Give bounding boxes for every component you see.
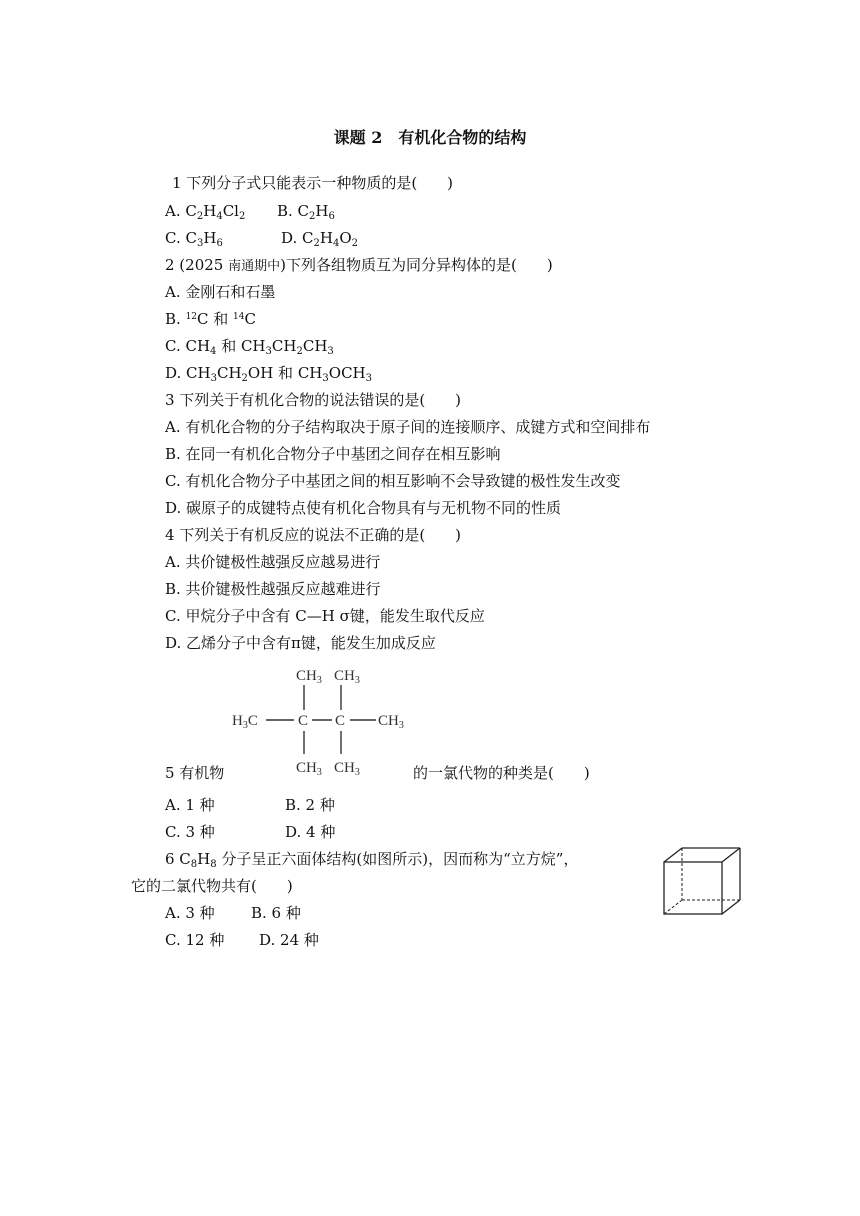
q4-option-d: D. 乙烯分子中含有π键，能发生加成反应 xyxy=(165,634,436,652)
q3-option-c: C. 有机化合物分子中基团之间的相互影响不会导致键的极性发生改变 xyxy=(165,472,621,490)
q6-option-a: A. 3 种 xyxy=(165,904,215,922)
structure-carbon-right: C xyxy=(335,713,346,729)
page-title: 课题 2 有机化合物的结构 xyxy=(333,128,527,147)
q2-option-d: D. $CH_3CH_2OH$ 和 $CH_3OCH_3$ xyxy=(165,364,372,384)
q4-option-b: B. 共价键极性越强反应越难进行 xyxy=(165,580,381,598)
cubane-cube-figure xyxy=(660,846,742,918)
q5-stem-suffix: 的一氯代物的种类是( ) xyxy=(413,764,590,782)
q6-stem-line2: 它的二氯代物共有( ) xyxy=(131,877,293,895)
structure-ch3-top-right: $CH_3$ xyxy=(334,668,360,686)
q6-option-d: D. 24 种 xyxy=(259,931,319,949)
structure-carbon-left: C xyxy=(298,713,309,729)
structure-ch3-top-left: $CH_3$ xyxy=(296,668,322,686)
q4-option-a: A. 共价键极性越强反应越易进行 xyxy=(165,553,381,571)
q1-option-d: D. $C_2H_4O_2$ xyxy=(281,229,359,249)
cube-hidden-edge-diagonal xyxy=(664,900,682,914)
cube-front-face xyxy=(664,862,722,914)
q2-option-b: B. $^{12}$C 和 $^{14}$C xyxy=(165,310,256,328)
q2-option-a: A. 金刚石和石墨 xyxy=(165,283,276,301)
q2-source: 南通期中 xyxy=(228,259,281,274)
structure-ch3-bottom-right: $CH_3$ xyxy=(334,760,360,778)
q2-stem xyxy=(165,255,553,277)
cube-edge-top-left xyxy=(664,848,682,862)
tetramethylbutane-structure xyxy=(228,658,418,778)
q2-stem-prefix: 2 (2025 xyxy=(165,256,229,274)
structure-ch3-bottom-left: $CH_3$ xyxy=(296,760,322,778)
structure-h3c-left: $H_3C$ xyxy=(232,713,258,731)
q5-option-d: D. 4 种 xyxy=(285,823,336,841)
q3-stem: 3 下列关于有机化合物的说法错误的是( ) xyxy=(165,391,462,409)
q2-option-c: C. $CH_4$ 和 $CH_3CH_2CH_3$ xyxy=(165,337,334,357)
q1-option-c: C. $C_3H_6$ xyxy=(165,229,223,249)
q3-option-b: B. 在同一有机化合物分子中基团之间存在相互影响 xyxy=(165,445,501,463)
q5-option-a: A. 1 种 xyxy=(165,796,215,814)
q2-stem-suffix: )下列各组物质互为同分异构体的是( ) xyxy=(280,256,553,274)
q5-stem-prefix: 5 有机物 xyxy=(165,764,225,782)
q5-option-b: B. 2 种 xyxy=(285,796,335,814)
q1-option-a: A. $C_2H_4Cl_2$ xyxy=(165,202,246,222)
structure-ch3-right: $CH_3$ xyxy=(378,713,404,731)
q6-option-c: C. 12 种 xyxy=(165,931,225,949)
q3-option-a: A. 有机化合物的分子结构取决于原子间的连接顺序、成键方式和空间排布 xyxy=(165,418,651,436)
q4-option-c: C. 甲烷分子中含有 C—H σ键，能发生取代反应 xyxy=(165,607,485,625)
cube-edge-bottom-right xyxy=(722,900,740,914)
q6-stem-line1: 6 $C_8H_8$ 分子呈正六面体结构(如图所示)，因而称为“立方烷”， xyxy=(165,850,579,870)
q5-option-c: C. 3 种 xyxy=(165,823,215,841)
q1-option-b: B. $C_2H_6$ xyxy=(277,202,335,222)
q3-option-d: D. 碳原子的成键特点使有机化合物具有与无机物不同的性质 xyxy=(165,499,562,517)
q4-stem: 4 下列关于有机反应的说法不正确的是( ) xyxy=(165,526,462,544)
q1-stem: 1 下列分子式只能表示一种物质的是( ) xyxy=(172,174,454,192)
q6-option-b: B. 6 种 xyxy=(251,904,301,922)
cube-edge-top-right xyxy=(722,848,740,862)
